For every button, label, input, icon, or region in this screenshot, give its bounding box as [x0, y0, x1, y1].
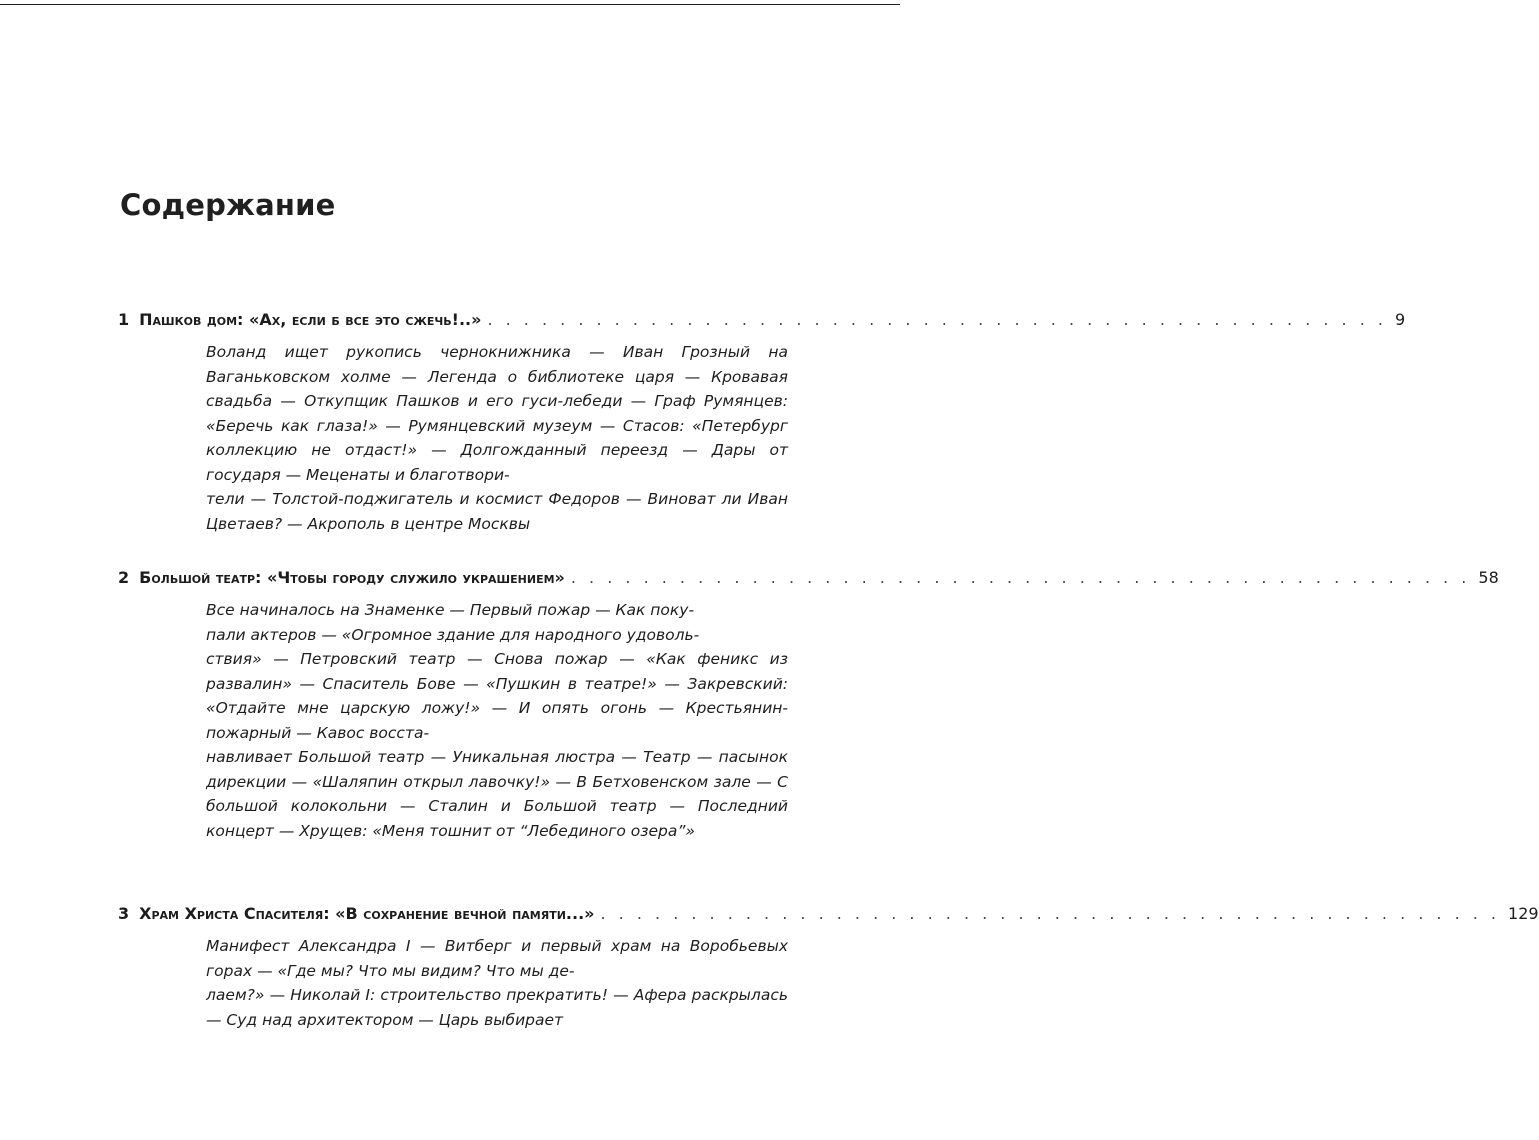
toc-entry-heading[interactable] [118, 310, 1406, 340]
top-rule [0, 4, 900, 5]
chapter-summary: Воланд ищет рукопись чернокнижника — Иван Грозный на Ваганьковском холме — Легенда о библиотеке царя — Кровавая свадьба — Откупщик Пашков и его гуси-лебеди — Граф Румянцев: «Беречь как глаза!» — Румянцевский музеум — Стасов: «Петербург коллекцию не отдаст!» — Долгожданный переезд — Дары от государя — Меценаты и благотвори- тели — Толстой-поджигатель и космист Федоров — Виноват ли Иван Цветаев? — Акрополь в центре Москвы [206, 343, 788, 533]
chapter-summary: Все начиналось на Знаменке — Первый пожар — Как поку- пали актеров — «Огромное здание для народного удоволь- ствия» — Петровский театр — Снова пожар — «Как феникс из развалин» — Спаситель Бове — «Пушкин в театре!» — Закревский: «Отдайте мне царскую ложу!» — И опять огонь — Крестьянин-пожарный — Кавос восста- навливает Большой театр — Уникальная люстра — Театр — пасынок дирекции — «Шаляпин открыл лавочку!» — В Бетховенском зале — С большой колокольни — Сталин и Большой театр — Последний концерт — Хрущев: «Меня тошнит от “Лебединого озера”» [206, 601, 788, 840]
chapter-number: 2 [118, 568, 130, 587]
toc-entry-3 [118, 904, 1539, 1054]
chapter-page-number: 129 [1508, 904, 1539, 923]
chapter-number: 3 [118, 904, 130, 923]
toc-entry-1 [118, 310, 1406, 568]
toc-entry-heading[interactable] [118, 904, 1539, 934]
chapter-number: 1 [118, 310, 130, 329]
chapter-title: Храм Христа Спасителя: «В сохранение вечной памяти...» [139, 904, 595, 923]
toc-entry-2 [118, 568, 1499, 904]
table-of-contents [118, 310, 1539, 1054]
chapter-summary: Манифест Александра I — Витберг и первый храм на Воробьевых горах — «Где мы? Что мы видим? Что мы де- лаем?» — Николай I: строительство прекратить! — Афера раскрылась — Суд над архитектором — Царь выбирает [206, 937, 788, 1029]
chapter-title: Пашков дом: «Ах, если б все это сжечь!..» [139, 310, 482, 329]
chapter-page-number: 58 [1478, 568, 1499, 587]
dot-leader: . . . . . . . . . . . . . . . . . . . . . . . . . . . . . . . . . . . . . . . . . . . . . . . . . . [570, 568, 1471, 587]
dot-leader: . . . . . . . . . . . . . . . . . . . . . . . . . . . . . . . . . . . . . . . . . . . . . . . . . . [600, 904, 1501, 923]
chapter-title: Большой театр: «Чтобы городу служило украшением» [139, 568, 565, 587]
dot-leader: . . . . . . . . . . . . . . . . . . . . . . . . . . . . . . . . . . . . . . . . . . . . . . . . . . [487, 310, 1387, 329]
page-title: Содержание [120, 188, 336, 222]
chapter-page-number: 9 [1394, 310, 1406, 329]
toc-entry-heading[interactable] [118, 568, 1499, 598]
